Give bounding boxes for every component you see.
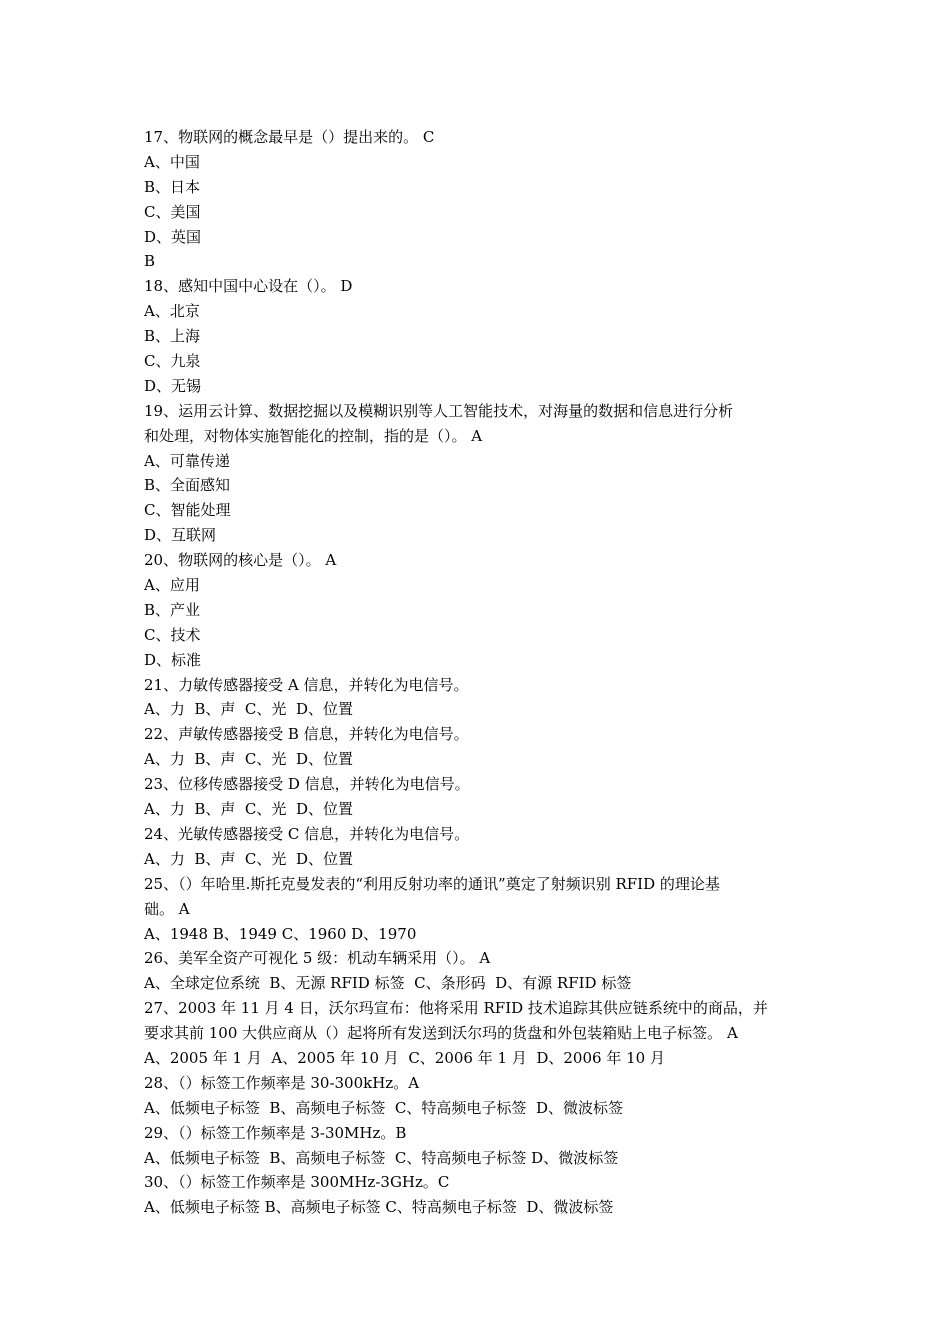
option-line: C、技术	[144, 625, 201, 644]
option-line: B、日本	[144, 177, 201, 196]
option-line: A、1948 B、1949 C、1960 D、1970	[144, 924, 417, 943]
option-line: B、全面感知	[144, 476, 231, 495]
option-line: D、英国	[144, 227, 202, 246]
option-line: A、低频电子标签 B、高频电子标签 C、特高频电子标签 D、微波标签	[144, 1198, 614, 1217]
question-28: 28、（）标签工作频率是 30-300kHz。A	[144, 1073, 420, 1092]
option-line: D、无锡	[144, 376, 202, 395]
question-23: 23、位移传感器接受 D 信息，并转化为电信号。	[144, 775, 470, 794]
option-line: A、2005 年 1 月 A、2005 年 10 月 C、2006 年 1 月 D、2006 年 10 月	[144, 1048, 665, 1067]
option-line: A、力 B、声 C、光 D、位置	[144, 800, 353, 819]
option-line: A、北京	[144, 302, 200, 321]
option-line: A、力 B、声 C、光 D、位置	[144, 750, 353, 769]
question-20: 20、物联网的核心是（）。 A	[144, 551, 337, 570]
question-26: 26、美军全资产可视化 5 级：机动车辆采用（）。 A	[144, 949, 491, 968]
question-19: 19、运用云计算、数据挖掘以及模糊识别等人工智能技术，对海量的数据和信息进行分析	[144, 401, 734, 420]
option-line: B、产业	[144, 600, 201, 619]
option-line: B、上海	[144, 327, 201, 346]
option-line: C、九泉	[144, 352, 201, 371]
document-body	[144, 125, 810, 1220]
question-25: 25、（）年哈里.斯托克曼发表的“利用反射功率的通讯”奠定了射频识别 RFID 的理论基	[144, 874, 720, 893]
option-line: A、中国	[144, 152, 200, 171]
question-21: 21、力敏传感器接受 A 信息，并转化为电信号。	[144, 675, 469, 694]
question-27-continued: 要求其前 100 大供应商从（）起将所有发送到沃尔玛的货盘和外包装箱贴上电子标签。 A	[144, 1024, 738, 1043]
question-25-continued: 础。 A	[144, 899, 190, 918]
question-30: 30、（）标签工作频率是 300MHz-3GHz。C	[144, 1173, 450, 1192]
question-18: 18、感知中国中心设在（）。 D	[144, 277, 353, 296]
option-line: A、全球定位系统 B、无源 RFID 标签 C、条形码 D、有源 RFID 标签	[144, 974, 632, 993]
question-24: 24、光敏传感器接受 C 信息，并转化为电信号。	[144, 824, 470, 843]
question-29: 29、（）标签工作频率是 3-30MHz。B	[144, 1123, 407, 1142]
option-line: A、应用	[144, 576, 200, 595]
option-line: C、美国	[144, 202, 201, 221]
option-line: C、智能处理	[144, 501, 231, 520]
option-line: D、标准	[144, 650, 202, 669]
question-17: 17、物联网的概念最早是（）提出来的。 C	[144, 128, 435, 146]
option-line: A、低频电子标签 B、高频电子标签 C、特高频电子标签 D、微波标签	[144, 1148, 619, 1167]
option-line: A、力 B、声 C、光 D、位置	[144, 849, 353, 868]
option-line: A、力 B、声 C、光 D、位置	[144, 700, 353, 719]
question-19-continued: 和处理，对物体实施智能化的控制，指的是（）。 A	[144, 426, 483, 445]
answer-line: B	[144, 252, 156, 271]
question-22: 22、声敏传感器接受 B 信息，并转化为电信号。	[144, 725, 469, 744]
option-line: D、互联网	[144, 526, 217, 545]
option-line: A、低频电子标签 B、高频电子标签 C、特高频电子标签 D、微波标签	[144, 1098, 623, 1117]
option-line: A、可靠传递	[144, 451, 230, 470]
question-27: 27、2003 年 11 月 4 日，沃尔玛宣布：他将采用 RFID 技术追踪其供应链系统中的商品，并	[144, 999, 768, 1018]
